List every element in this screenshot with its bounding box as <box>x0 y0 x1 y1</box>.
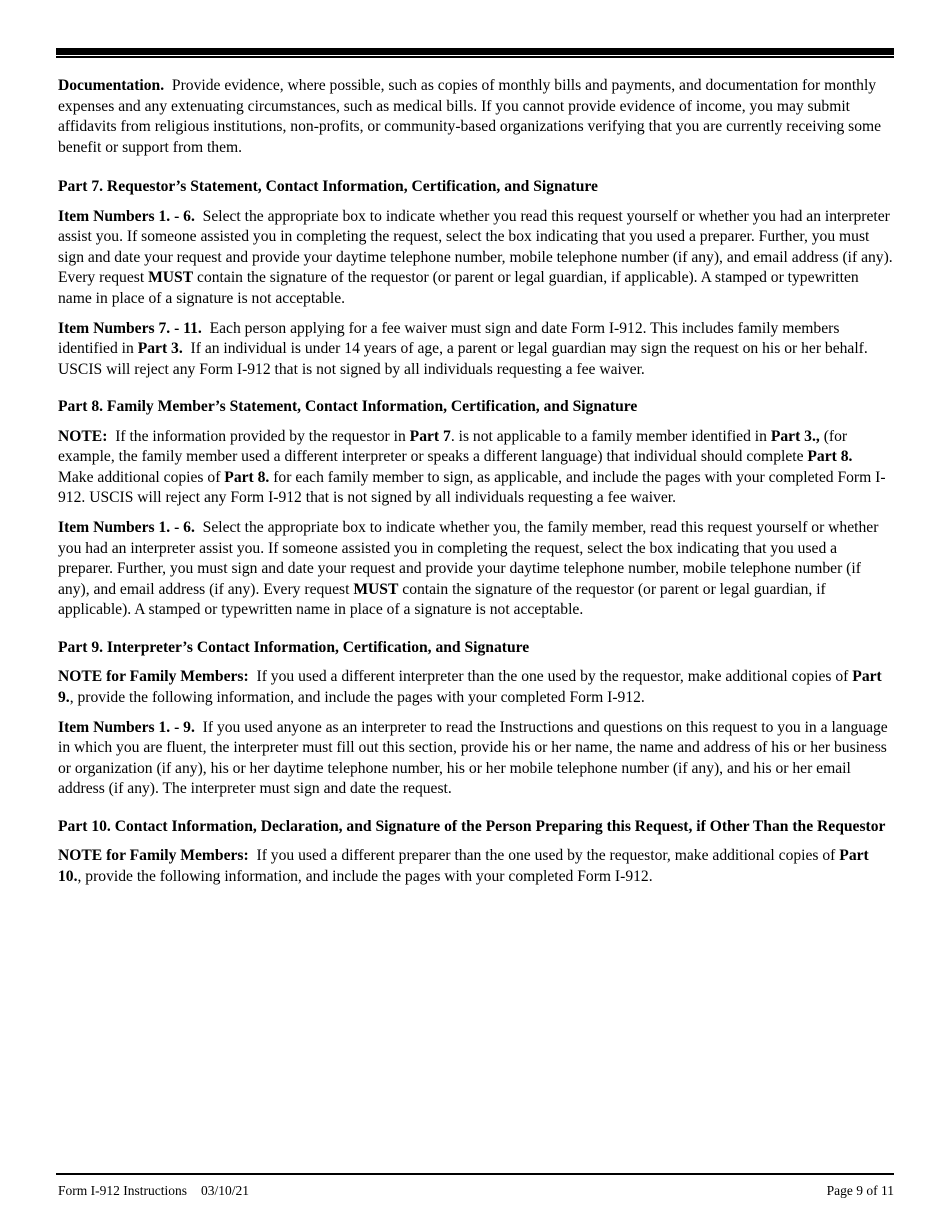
part10-heading: Part 10. Contact Information, Declaration, and Signature of the Person Preparing this Request, if Other Than the Requestor <box>58 817 886 835</box>
footer-form-name: Form I-912 Instructions <box>58 1183 187 1198</box>
part10-reference: Part 10. <box>58 847 869 885</box>
part7-item2-text: Each person applying for a fee waiver must sign and date Form I-912. This includes family members identified in <box>58 319 840 357</box>
part7-items-7-11 <box>58 319 894 381</box>
part8-note-text-d: Make additional copies of <box>58 468 221 486</box>
part9-item-text: If you used anyone as an interpreter to read the Instructions and questions on this request to you in a language in which you are fluent, the interpreter must fill out this section, provide his or her name, the name and address of his or her business or organization (if any), his or her daytime telephone number, his or her mobile telephone number (if any), and his or her email address (if any). The interpreter must sign and date the request. <box>58 718 888 797</box>
part7-item2-label: Item Numbers 7. - 11. <box>58 319 202 337</box>
part8-heading: Part 8. Family Member’s Statement, Contact Information, Certification, and Signature <box>58 398 638 415</box>
part8-item-label: Item Numbers 1. - 6. <box>58 519 195 536</box>
part8-item-text: Select the appropriate box to indicate whether you, the family member, read this request yourself or whether you had an interpreter assist you. If someone assisted you in completing the request, select the box indicating that you used a preparer. Further, you must sign and date your request and provide your daytime telephone number, mobile telephone number (if any), and email address (if any). Every request <box>58 519 879 598</box>
instructions-body <box>58 76 894 897</box>
footer-form-info <box>58 1183 249 1199</box>
part7-item1-text: Select the appropriate box to indicate whether you read this request yourself or whether you had an interpreter assist you. If someone assisted you in completing the request, select the box indicating that you used a preparer. Further, you must sign and date your request and provide your daytime telephone number, mobile telephone number (if any), and email address (if any). Every request <box>58 207 893 286</box>
part9-reference: Part 9. <box>58 668 882 706</box>
footer-page-number: Page 9 of 11 <box>826 1183 894 1198</box>
note-label: NOTE: <box>58 427 108 445</box>
note-family-label: NOTE for Family Members: <box>58 847 249 864</box>
documentation-text: Provide evidence, where possible, such as copies of monthly bills and payments, and documentation for monthly expenses and any extenuating circumstances, such as medical bills. If you cannot provide evidence of income, you may submit affidavits from religious institutions, non-profits, or community-based organizations verifying that you are currently receiving some benefit or support from them. <box>58 77 882 156</box>
part7-item1-text-cont: contain the signature of the requestor (or parent or legal guardian, if applicable). A stamped or typewritten name in place of a signature is not acceptable. <box>58 269 859 307</box>
note-family-label: NOTE for Family Members: <box>58 668 249 685</box>
part10-note <box>58 846 894 887</box>
part3-reference: Part 3., <box>770 427 820 445</box>
part9-note-text-b: , provide the following information, and include the pages with your completed Form I-912. <box>69 688 645 706</box>
part8-reference: Part 8. <box>224 468 270 486</box>
footer-rule <box>56 1173 894 1175</box>
documentation-paragraph <box>58 76 894 158</box>
part8-items-1-6 <box>58 518 894 621</box>
part7-reference: Part 7 <box>409 427 451 445</box>
part7-item1-label: Item Numbers 1. - 6. <box>58 207 195 225</box>
part8-note-text-c: (for example, the family member used a different interpreter or speaks a different language) that individual should complete <box>58 427 848 465</box>
part8-reference: Part 8. <box>807 448 853 465</box>
part10-note-text: If you used a different preparer than the one used by the requestor, make additional copies of <box>256 847 836 864</box>
part9-note-text: If you used a different interpreter than the one used by the requestor, make additional copies of <box>256 668 849 685</box>
part7-heading: Part 7. Requestor’s Statement, Contact Information, Certification, and Signature <box>58 178 598 195</box>
documentation-label: Documentation. <box>58 77 165 94</box>
part7-item2-text-cont: If an individual is under 14 years of age, a parent or legal guardian may sign the request on his or her behalf. USCIS will reject any Form I-912 that is not signed by all individuals requesting a fee waiver. <box>58 340 868 378</box>
part10-note-text-b: , provide the following information, and include the pages with your completed Form I-912. <box>77 867 653 885</box>
part8-note <box>58 427 894 509</box>
part7-items-1-6 <box>58 207 894 310</box>
part8-note-text-b: . is not applicable to a family member identified in <box>450 427 767 445</box>
part3-reference: Part 3. <box>137 340 183 357</box>
must-emphasis: MUST <box>353 580 399 598</box>
part9-item-label: Item Numbers 1. - 9. <box>58 718 195 736</box>
top-rule <box>56 48 894 58</box>
part9-note <box>58 667 894 708</box>
footer-date: 03/10/21 <box>201 1183 250 1198</box>
part8-note-text: If the information provided by the requestor in <box>115 427 406 445</box>
part9-heading: Part 9. Interpreter’s Contact Information, Certification, and Signature <box>58 638 530 656</box>
must-emphasis: MUST <box>148 269 194 286</box>
part9-items-1-9 <box>58 718 894 800</box>
part8-note-text-e: for each family member to sign, as applicable, and include the pages with your completed Form I-912. USCIS will reject any Form I-912 that is not signed by all individuals requesting a fee waiver. <box>58 468 886 506</box>
part8-item-text-cont: contain the signature of the requestor (or parent or legal guardian, if applicable). A stamped or typewritten name in place of a signature is not acceptable. <box>58 580 826 618</box>
